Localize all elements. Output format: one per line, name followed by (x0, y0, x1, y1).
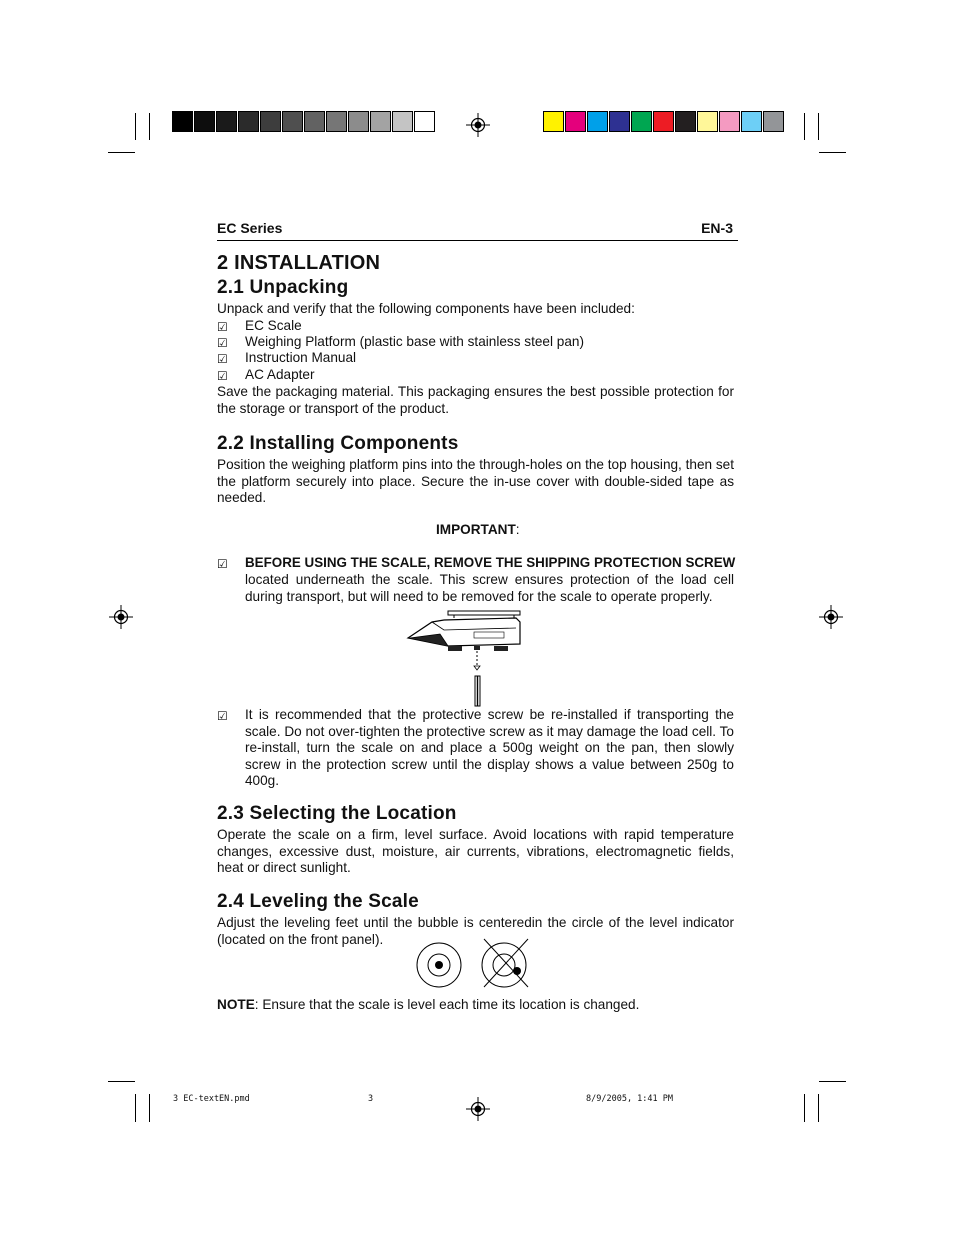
section-title-installation: 2 INSTALLATION (217, 252, 381, 274)
color-swatch (653, 111, 674, 132)
header-page-number: EN-3 (701, 220, 733, 236)
shipping-screw-detail: located underneath the scale. This screw ensures protection of the load cell during transport, but will need to be removed for the scale to operate properly. (245, 572, 734, 604)
grayscale-swatch (304, 111, 325, 132)
color-swatch (609, 111, 630, 132)
grayscale-swatch (392, 111, 413, 132)
crop-mark (108, 1081, 135, 1082)
important-heading (436, 522, 520, 537)
registration-mark-icon (466, 1097, 490, 1121)
scale-side-view-illustration (404, 608, 528, 708)
color-swatch (741, 111, 762, 132)
registration-mark-icon (109, 605, 133, 629)
important-label: IMPORTANT (436, 522, 516, 537)
color-swatch (675, 111, 696, 132)
color-swatch (763, 111, 784, 132)
important-colon: : (515, 522, 520, 537)
grayscale-swatch (282, 111, 303, 132)
crop-mark (819, 152, 846, 153)
grayscale-swatch (370, 111, 391, 132)
crop-mark (149, 1094, 150, 1122)
color-swatch (565, 111, 586, 132)
list-item: Weighing Platform (plastic base with stainless steel pan) (245, 334, 584, 349)
checkbox-checked-icon: ☑ (217, 336, 228, 350)
level-indicator-centered-icon (415, 941, 463, 989)
list-item: Instruction Manual (245, 350, 357, 365)
crop-mark (804, 113, 805, 140)
note-text: : Ensure that the scale is level each time its location is changed. (254, 997, 640, 1012)
unpacking-outro: Save the packaging material. This packaging ensures the best possible protection for the storage or transport of the product. (217, 384, 734, 416)
checkbox-checked-icon: ☑ (217, 320, 228, 334)
grayscale-swatch (326, 111, 347, 132)
list-item: EC Scale (245, 318, 302, 333)
header-rule (217, 240, 738, 241)
checkbox-checked-icon: ☑ (217, 709, 228, 723)
color-swatch (631, 111, 652, 132)
subsection-title-selecting-location: 2.3 Selecting the Location (217, 803, 457, 824)
registration-mark-icon (819, 605, 843, 629)
header-series: EC Series (217, 220, 283, 236)
reinstall-screw-instructions: It is recommended that the protective screw be re-installed if transporting the scale. Do not over-tighten the protective screw as it may damage the load cell. To re-install, turn the scale on and place a 500g weight on the pan, then slowly screw in the protection screw until the display shows a value between 250g to 400g. (245, 707, 734, 789)
crop-mark (135, 113, 136, 140)
footer-page: 3 (368, 1094, 374, 1104)
crop-mark (818, 1094, 819, 1122)
crop-mark (135, 1094, 136, 1122)
color-swatch (543, 111, 564, 132)
list-item: AC Adapter (245, 367, 315, 382)
checkbox-checked-icon: ☑ (217, 369, 228, 383)
grayscale-swatch (348, 111, 369, 132)
crop-mark (819, 1081, 846, 1082)
grayscale-swatch (238, 111, 259, 132)
subsection-title-leveling: 2.4 Leveling the Scale (217, 891, 419, 912)
unpacking-intro: Unpack and verify that the following components have been included: (217, 301, 635, 316)
registration-mark-icon (466, 113, 490, 137)
grayscale-swatch (260, 111, 281, 132)
subsection-title-installing-components: 2.2 Installing Components (217, 433, 459, 454)
grayscale-swatch (194, 111, 215, 132)
crop-mark (804, 1094, 805, 1122)
leveling-note (217, 997, 639, 1012)
checkbox-checked-icon: ☑ (217, 557, 228, 571)
grayscale-swatch (216, 111, 237, 132)
installing-body: Position the weighing platform pins into the through-holes on the top housing, then set the platform securely into place. Secure the in-use cover with double-sided tape as needed. (217, 457, 734, 506)
leveling-body: Adjust the leveling feet until the bubble is centeredin the circle of the level indicator (located on the front panel). (217, 915, 734, 947)
crop-mark (818, 113, 819, 140)
location-body: Operate the scale on a firm, level surface. Avoid locations with rapid temperature changes, excessive dust, moisture, air currents, vibrations, electromagnetic fields, heat or direct sunlight. (217, 827, 734, 876)
grayscale-swatch (414, 111, 435, 132)
grayscale-swatch (172, 111, 193, 132)
color-swatch (587, 111, 608, 132)
shipping-screw-warning: BEFORE USING THE SCALE, REMOVE THE SHIPPING PROTECTION SCREW (245, 555, 736, 570)
footer-filename: 3 EC-textEN.pmd (173, 1094, 250, 1104)
checkbox-checked-icon: ☑ (217, 352, 228, 366)
color-swatch (719, 111, 740, 132)
subsection-title-unpacking: 2.1 Unpacking (217, 277, 349, 298)
note-label: NOTE (217, 997, 255, 1012)
footer-date: 8/9/2005, 1:41 PM (586, 1094, 673, 1104)
color-swatch (697, 111, 718, 132)
level-indicator-off-center-icon (476, 935, 532, 991)
crop-mark (108, 152, 135, 153)
crop-mark (149, 113, 150, 140)
